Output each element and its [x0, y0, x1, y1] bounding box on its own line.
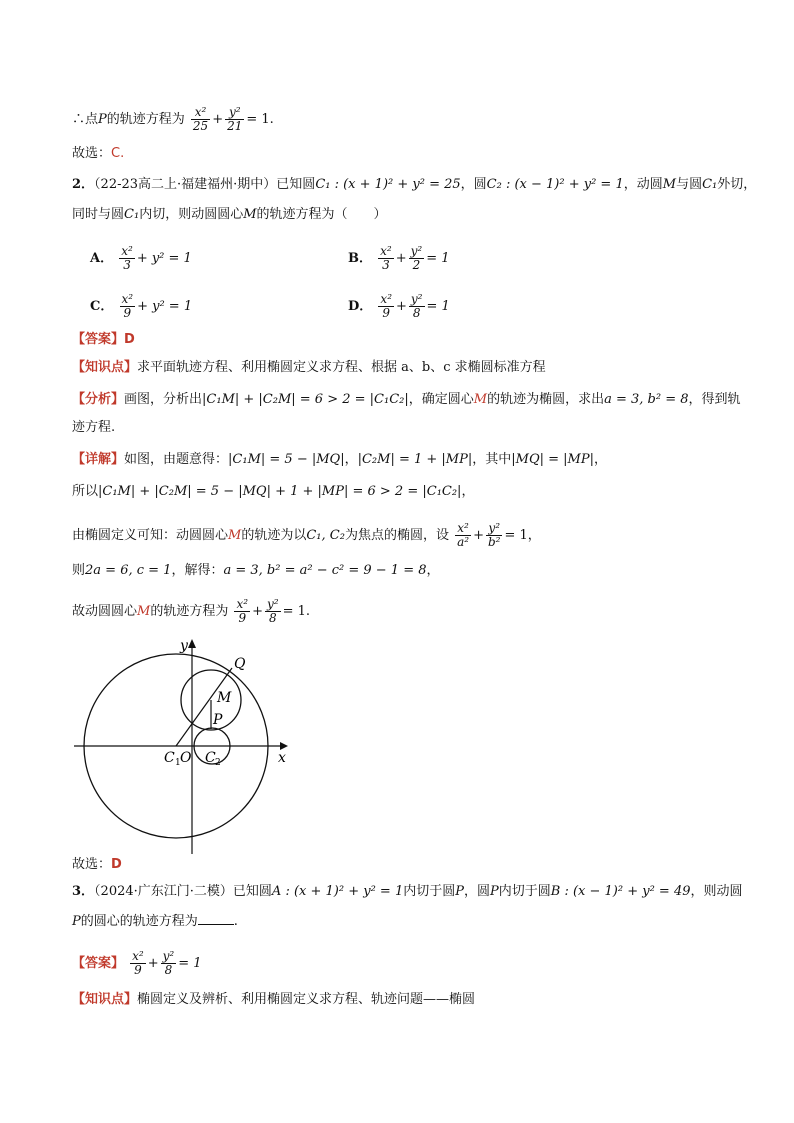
question-source: （22-23高二上·福建福州·期中） [94, 177, 277, 192]
label-y: y [180, 638, 188, 654]
option-a: A． $\frac{\text{x²}}{3}$ + y² = 1 [90, 244, 192, 272]
q2-detail-line-1: 【详解】如图，由题意得：|C₁M| = 5 − |MQ|，|C₂M| = 1 + |MP|，其中|MQ| = |MP|， [72, 452, 607, 467]
question-source: （2024·广东江门·二模） [94, 884, 233, 899]
q2-detail-line-5: 故动圆圆心M的轨迹方程为 $\frac{\text{x²}}{9}$ + $\frac{\text{y²}}{8}$ = 1. [72, 597, 310, 625]
question-number: 2． [72, 177, 95, 192]
q2-knowledge: 【知识点】求平面轨迹方程、利用椭圆定义求方程、根据 a、b、c 求椭圆标准方程 [72, 360, 546, 375]
q2-detail-line-3: 由椭圆定义可知：动圆圆心M的轨迹为以C₁, C₂为焦点的椭圆，设 $\frac{\text{x²}}{\text{a²}}$ + $\frac{\text{y²}}{\text{b²}}$ = 1， [72, 521, 541, 549]
option-c: C． $\frac{\text{x²}}{9}$ + y² = 1 [90, 292, 193, 320]
q2-choose-line: 故选：D [72, 857, 122, 872]
x-axis-arrow [280, 742, 288, 750]
circle-figure [60, 628, 300, 858]
q2-stem-line-2: 同时与圆C₁内切，则动圆圆心M的轨迹方程为（ ） [72, 207, 387, 222]
fraction: $\frac{\text{y²}}{21}$ [227, 105, 243, 133]
label-o: O [180, 750, 192, 766]
label-c1: C [164, 750, 175, 766]
option-d: D． $\frac{\text{x²}}{9}$ + $\frac{\text{y²}}{8}$ = 1 [348, 292, 450, 320]
option-b: B． $\frac{\text{x²}}{3}$ + $\frac{\text{y²}}{2}$ = 1 [348, 244, 450, 272]
label-c1-sub: 1 [175, 758, 181, 768]
answer-blank [198, 912, 234, 925]
label-c2-sub: 2 [215, 758, 221, 768]
label-m: M [217, 690, 232, 706]
q2-detail-line-2: 所以|C₁M| + |C₂M| = 5 − |MQ| + 1 + |MP| = 6 > 2 = |C₁C₂|， [72, 484, 475, 499]
label-p: P [213, 712, 223, 728]
q2-analysis-line-1: 【分析】画图，分析出|C₁M| + |C₂M| = 6 > 2 = |C₁C₂|，确定圆心M的轨迹为椭圆，求出a = 3, b² = 8，得到轨 [72, 392, 741, 407]
prev-choose-line: 故选：C. [72, 146, 125, 161]
q3-answer: 【答案】 $\frac{\text{x²}}{9}$ + $\frac{\text{y²}}{8}$ = 1 [72, 949, 202, 977]
label-q: Q [234, 656, 246, 672]
q2-answer: 【答案】D [72, 332, 135, 347]
fraction: $\frac{\text{x²}}{25}$ [192, 105, 209, 133]
q2-stem-line-1: 2．（22-23高二上·福建福州·期中）已知圆C₁ : (x + 1)² + y² = 25，圆C₂ : (x − 1)² + y² = 1，动圆M与圆C₁外切， [72, 177, 757, 192]
line-c1-q [176, 668, 232, 746]
q2-analysis-line-2: 迹方程. [72, 420, 116, 435]
prev-trajectory-line: ∴点P的轨迹方程为 $\frac{\text{x²}}{25}$ + $\frac{\text{y²}}{21}$ = 1. [72, 105, 274, 133]
q3-stem-line-2: P的圆心的轨迹方程为 . [72, 914, 238, 929]
label-c2: C [205, 750, 216, 766]
q2-detail-line-4: 则2a = 6, c = 1，解得：a = 3, b² = a² − c² = 9 − 1 = 8， [72, 563, 440, 578]
question-number: 3． [72, 884, 95, 899]
q3-knowledge: 【知识点】椭圆定义及辨析、利用椭圆定义求方程、轨迹问题——椭圆 [72, 992, 476, 1007]
y-axis-arrow [188, 639, 196, 648]
label-x: x [278, 750, 286, 766]
q3-stem-line-1: 3．（2024·广东江门·二模）已知圆A : (x + 1)² + y² = 1内切于圆P，圆P内切于圆B : (x − 1)² + y² = 49，则动圆 [72, 884, 743, 899]
